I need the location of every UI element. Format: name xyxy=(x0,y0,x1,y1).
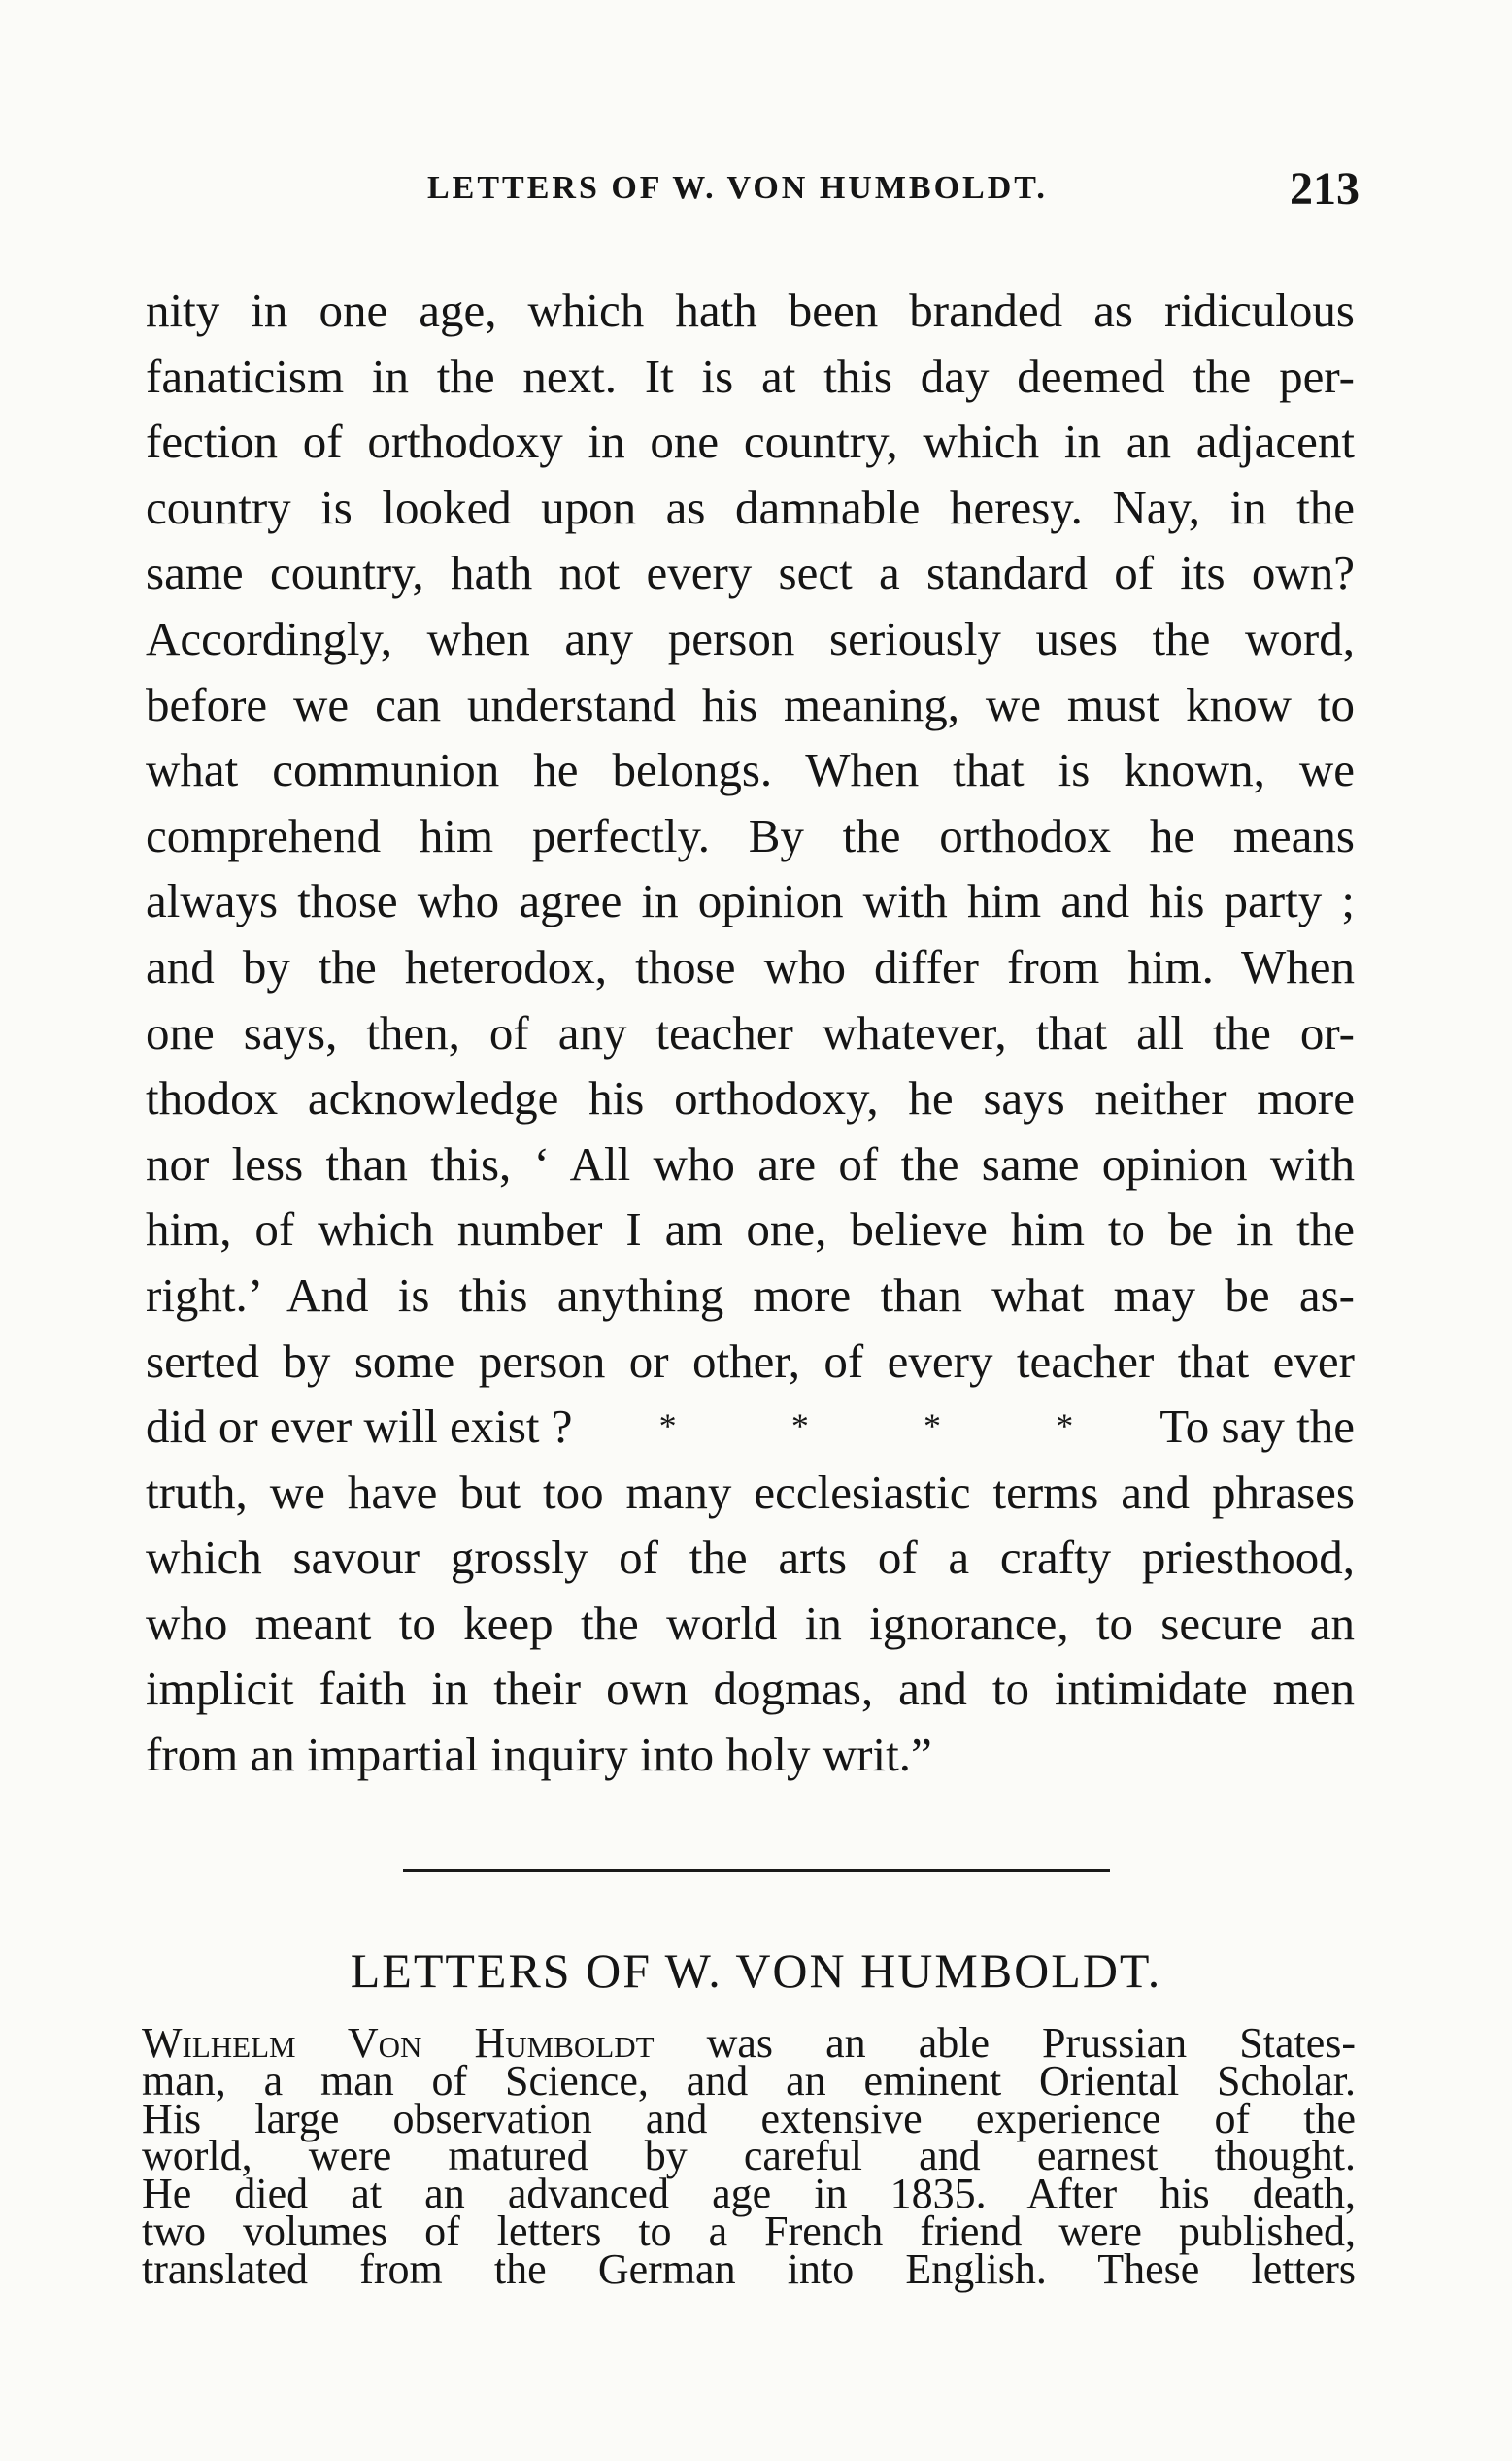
running-head-title: LETTERS OF W. VON HUMBOLDT. xyxy=(427,170,1048,206)
text-line: His large observation and extensive experience of the xyxy=(142,2094,1356,2142)
text-line: which savour grossly of the arts of a crafty priesthood, xyxy=(146,1531,1355,1585)
text-line: two volumes of letters to a French friend were published, xyxy=(142,2207,1356,2255)
ellipsis-line xyxy=(146,1394,1355,1460)
ellipsis-line-start: did or ever will exist ? xyxy=(146,1399,573,1454)
text-line: always those who agree in opinion with him and his party ; xyxy=(146,874,1355,928)
omission-stars xyxy=(573,1394,1160,1460)
text-line: him, of which number I am one, believe him to be in the xyxy=(146,1202,1355,1257)
omission-star: * xyxy=(1056,1406,1074,1446)
text-line: what communion he belongs. When that is known, we xyxy=(146,743,1355,797)
text-line: from an impartial inquiry into holy writ.” xyxy=(146,1728,932,1782)
text-line: fection of orthodoxy in one country, which in an adjacent xyxy=(146,415,1355,469)
text-line: nor less than this, ‘ All who are of the same opinion with xyxy=(146,1136,1355,1191)
text-line: comprehend him perfectly. By the orthodox he means xyxy=(146,808,1355,862)
text-line: Accordingly, when any person seriously uses the word, xyxy=(146,611,1355,665)
text-line: country is looked upon as damnable heresy. Nay, in the xyxy=(146,480,1355,534)
text-line: He died at an advanced age in 1835. After his death, xyxy=(142,2170,1356,2218)
text-line: who meant to keep the world in ignorance, to secure an xyxy=(146,1596,1355,1650)
running-head xyxy=(427,163,1398,228)
text-line: implicit faith in their own dogmas, and to intimidate men xyxy=(146,1662,1355,1716)
text-line: nity in one age, which hath been branded as ridiculous xyxy=(146,284,1355,337)
intro-paragraph xyxy=(142,2019,1357,2293)
section-divider xyxy=(403,1869,1110,1872)
text-line: and by the heterodox, those who differ from him. When xyxy=(146,939,1355,994)
ellipsis-line-end: To say the xyxy=(1159,1399,1355,1454)
text-line: world, were matured by careful and earnest thought. xyxy=(142,2132,1356,2180)
text-line: fanaticism in the next. It is at this day deemed the per- xyxy=(146,349,1355,403)
omission-star: * xyxy=(924,1406,941,1446)
section-heading: LETTERS OF W. VON HUMBOLDT. xyxy=(350,1943,1162,1998)
quoted-passage xyxy=(146,278,1355,1788)
text-line: same country, hath not every sect a standard of its own? xyxy=(146,546,1355,600)
text-line-rest: was an able Prussian States- xyxy=(706,2019,1357,2067)
text-line: serted by some person or other, of every teacher that ever xyxy=(146,1333,1355,1388)
page-number: 213 xyxy=(1290,163,1360,215)
text-line: thodox acknowledge his orthodoxy, he says neither more xyxy=(146,1071,1355,1126)
omission-star: * xyxy=(658,1406,677,1446)
text-line: truth, we have but too many ecclesiastic terms and phrases xyxy=(146,1465,1355,1519)
text-line: one says, then, of any teacher whatever, that all the or- xyxy=(146,1005,1355,1060)
text-line: translated from the German into English. These letters xyxy=(142,2244,1356,2293)
omission-star: * xyxy=(790,1406,809,1446)
text-line: right.’ And is this anything more than what may be as- xyxy=(146,1267,1355,1322)
text-line: before we can understand his meaning, we must know to xyxy=(146,677,1355,731)
lead-name: Wilhelm Von Humboldt xyxy=(142,2019,655,2067)
text-line: man, a man of Science, and an eminent Oriental Scholar. xyxy=(142,2056,1356,2105)
